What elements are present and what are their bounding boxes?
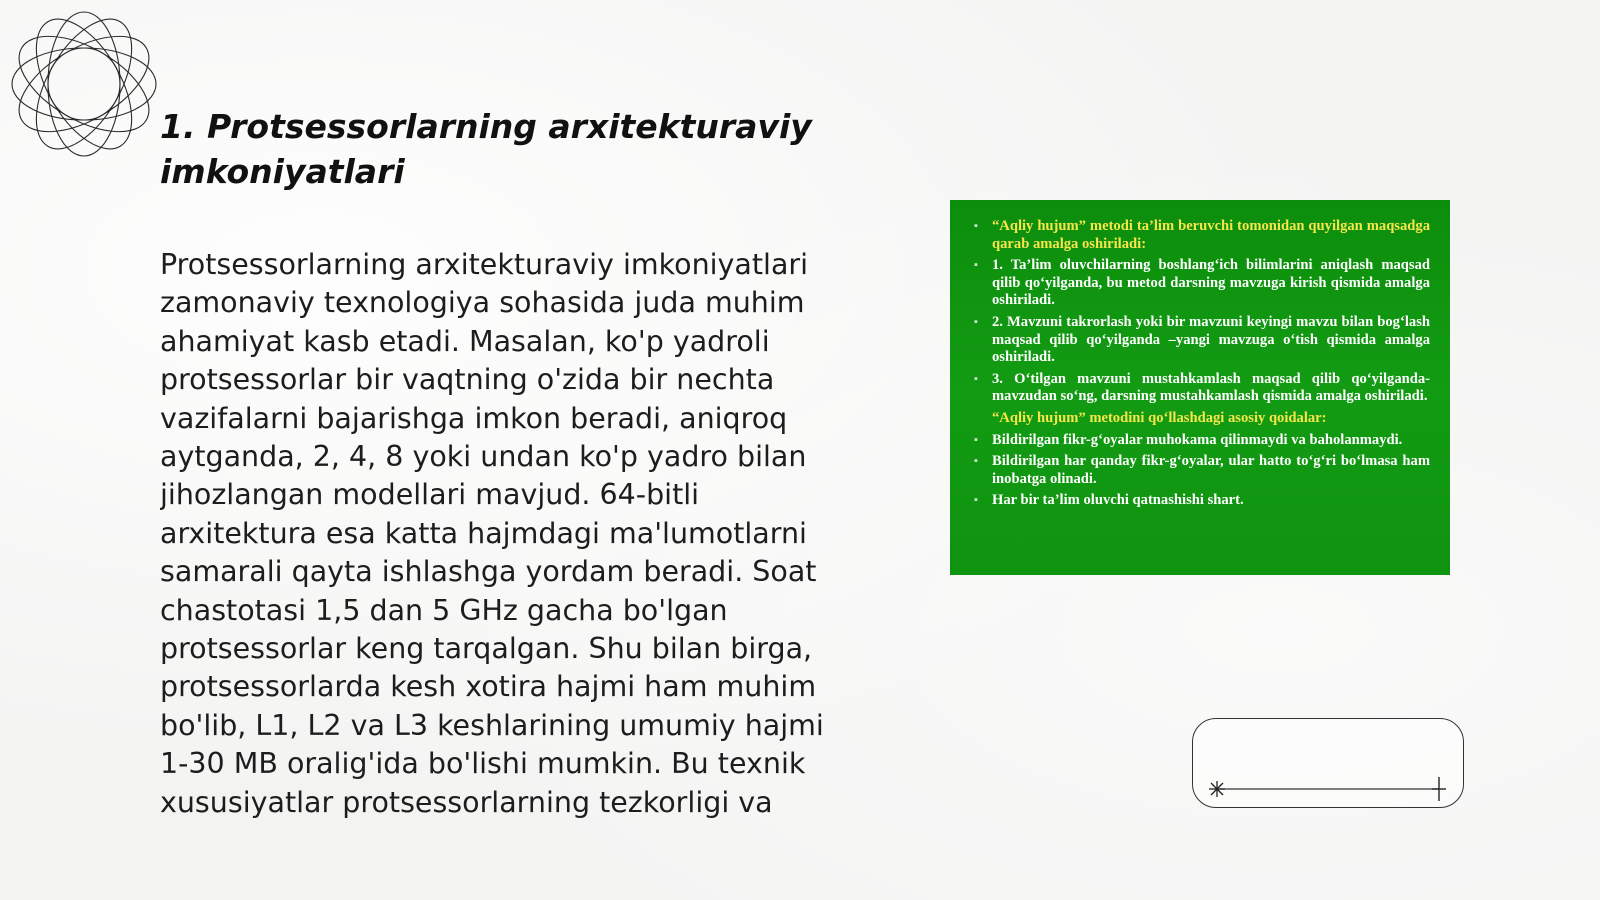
- list-item-text: Bildirilgan fikr-g‘oyalar muhokama qilinmaydi va baholanmaydi.: [992, 431, 1403, 448]
- decorative-timeline-box: [1192, 718, 1464, 808]
- star-icon: [1432, 777, 1446, 801]
- list-item-text: Har bir ta’lim oluvchi qatnashishi shart.: [992, 492, 1244, 509]
- list-item: [972, 492, 1430, 510]
- list-item: [972, 218, 1430, 253]
- list-item: [972, 371, 1430, 406]
- bullet-icon: ▪: [974, 315, 978, 328]
- interlocking-circles-icon: [10, 10, 158, 158]
- list-item: [972, 410, 1430, 428]
- panel-list: [972, 218, 1430, 510]
- list-item-text: 2. Mavzuni takrorlash yoki bir mavzuni keyingi mavzu bilan bog‘lash maqsad qilib qo‘yilganda –yangi mavzuga o‘tish qismida amalga oshiriladi.: [992, 313, 1430, 366]
- list-item: [972, 257, 1430, 310]
- slide-title: 1. Protsessorlarning arxitekturaviy imkoniyatlari: [160, 107, 812, 191]
- bullet-icon: ▪: [974, 220, 978, 232]
- list-item: [972, 453, 1430, 488]
- list-item-text: 3. O‘tilgan mavzuni mustahkamlash maqsad qilib qo‘yilganda-mavzudan so‘ng, darsning mustahkamlash qismida amalga oshiriladi.: [992, 370, 1430, 405]
- timeline-line: [1193, 719, 1465, 809]
- body-paragraph: Protsessorlarning arxitekturaviy imkoniyatlari zamonaviy texnologiya sohasida juda muhim ahamiyat kasb etadi. Masalan, ko'p yadroli protsessorlar bir vaqtning o'zida bir nechta vazifalarni bajarishga imkon beradi, aniqroq aytganda, 2, 4, 8 yoki undan ko'p yadro bilan jihozlangan modellari mavjud. 64-bitli arxitektura esa katta hajmdagi ma'lumotlarni samarali qayta ishlashga yordam beradi. Soat chastotasi 1,5 dan 5 GHz gacha bo'lgan protsessorlar keng tarqalgan. Shu bilan birga, protsessorlarda kesh xotira hajmi ham muhim bo'lib, L1, L2 va L3 keshlarining umumiy hajmi 1-30 MB oralig'ida bo'lishi mumkin. Bu texnik xususiyatlar protsessorlarning tezkorligi va: [160, 248, 824, 819]
- sparkle-icon: [1209, 781, 1225, 797]
- list-item: [972, 432, 1430, 450]
- bullet-icon: ▪: [974, 259, 978, 272]
- bullet-icon: ▪: [974, 433, 978, 446]
- list-item-text: Bildirilgan har qanday fikr-g‘oyalar, ular hatto to‘g‘ri bo‘lmasa ham inobatga olinadi.: [992, 453, 1430, 487]
- list-item-text: “Aqliy hujum” metodini qo‘llashdagi asosiy qoidalar:: [992, 409, 1327, 426]
- bullet-icon: ▪: [974, 455, 978, 468]
- list-item: [972, 314, 1430, 367]
- list-item-text: “Aqliy hujum” metodi ta’lim beruvchi tomonidan quyilgan maqsadga qarab amalga oshiriladi:: [992, 218, 1430, 252]
- bullet-icon: ▪: [974, 494, 978, 507]
- bullet-icon: ▪: [974, 372, 978, 385]
- list-item-text: 1. Ta’lim oluvchilarning boshlang‘ich bilimlarini aniqlash maqsad qilib qo‘yilganda, bu metod darsning mavzuga kirish qismida amalga oshiriladi.: [992, 257, 1430, 309]
- aqliy-hujum-panel: [950, 200, 1450, 575]
